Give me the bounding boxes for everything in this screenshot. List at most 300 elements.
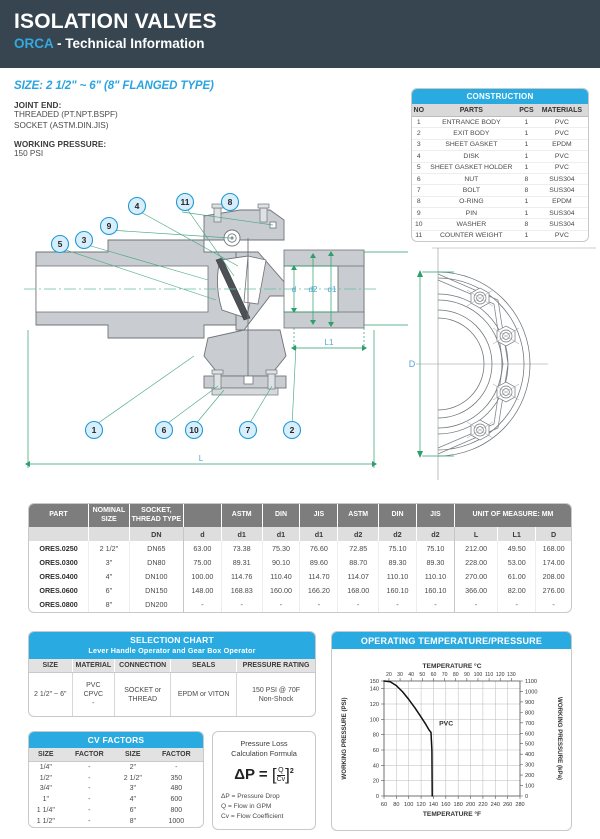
table-cell: DN150 [129,584,183,598]
table-cell: 1 1/4" [36,807,55,815]
table-cell: - [88,807,91,815]
ytick-label-20: 20 [372,778,379,785]
table-cell: 2 1/2" ~ 6" [29,673,72,717]
table-row [29,794,203,805]
selection-col-1: MATERIAL [72,659,115,673]
table-cell: 110.10 [379,569,417,583]
table-cell: - [88,785,91,793]
formula-note-2: Q = Flow in GPM [221,803,272,810]
selection-col-0: SIZE [29,659,72,673]
callout-label-7: 7 [245,425,251,436]
table-cell: 3/4" [39,785,52,793]
table-cell: 600 [170,796,183,804]
table-cell: 110.10 [416,569,454,583]
selection-col-3: SEALS [171,659,237,673]
chart-ylabel: WORKING PRESSURE (PSI) [341,697,348,780]
table-cell: 1 [517,117,536,128]
ytick-right-label-1000: 1000 [525,689,538,696]
xtick-label-220: 220 [478,802,488,808]
dim-col-10: UNIT OF MEASURE: MM [454,504,571,527]
table-cell: 2 1/2" [89,541,130,555]
working-pressure-value: 150 PSI [14,149,44,158]
table-cell: 1/2" [39,774,52,782]
dim-col-1: NOMINAL SIZE [89,504,130,527]
construction-col-1: PARTS [426,104,518,117]
table-cell: 3 [412,139,426,150]
table-cell: 212.00 [454,541,497,555]
dim-sub-8: d2 [379,527,417,541]
dim-label-d2: d2 [308,285,318,294]
table-row [29,541,571,555]
table-cell: 72.85 [338,541,379,555]
table-cell: PVC [554,232,569,240]
subtitle-rest: - Technical Information [53,36,205,51]
xtick-top-label-20: 20 [386,672,392,678]
dim-label-d1: d1 [327,285,337,294]
table-cell: ORES.0800 [29,598,89,612]
table-cell: 148.00 [183,584,221,598]
table-row [412,117,588,128]
dim-col-5: DIN [262,504,300,527]
formula-title-line1: Pressure Loss [240,739,288,748]
callout-label-2: 2 [289,425,295,436]
table-cell: SUS304 [536,208,588,219]
callout-label-9: 9 [106,221,112,232]
xtick-top-label-30: 30 [397,672,403,678]
table-cell: PVC CPVC - [72,673,115,717]
table-cell: BOLT [426,185,518,196]
table-row [412,128,588,139]
dim-sub-1 [89,527,130,541]
valve-end-view [416,248,596,480]
formula-exponent: 2 [289,767,294,775]
page-title: ISOLATION VALVES [14,10,217,33]
table-cell: ORES.0250 [29,541,89,555]
table-cell: COUNTER WEIGHT [440,232,503,240]
dim-label-L: L [198,454,204,463]
table-row [29,805,203,816]
table-cell: EPDM or VITON [171,673,237,717]
chart-xlabel: TEMPERATURE °F [422,811,482,818]
table-cell: SHEET GASKET HOLDER [426,162,518,173]
table-cell: DN200 [129,598,183,612]
dim-col-3 [183,504,221,527]
table-cell: 1 1/2" [36,817,55,825]
ytick-label-140: 140 [369,686,379,693]
table-cell: - [262,598,300,612]
table-cell: 168.00 [542,543,565,553]
dim-col-7: ASTM [338,504,379,527]
table-cell: PVC [536,162,588,173]
table-row [412,151,588,162]
table-cell: ORES.0300 [29,555,89,569]
table-cell: 1" [42,796,49,804]
table-cell: EPDM [536,196,588,207]
cv-col-3: FACTOR [150,748,203,762]
table-row [29,584,571,598]
table-cell: - [88,774,91,782]
table-cell: 4" [89,569,130,583]
formula-fraction [277,767,286,784]
cv-col-0: SIZE [29,748,63,762]
table-cell: PIN [426,208,518,219]
table-cell: 350 [170,774,183,782]
xtick-top-label-110: 110 [484,672,494,678]
selection-chart-subtitle: Lever Handle Operator and Gear Box Operator [88,646,256,655]
table-row [412,139,588,150]
dim-sub-5: d1 [262,527,300,541]
ytick-right-label-0: 0 [525,794,529,800]
operating-chart-title: OPERATING TEMPERATURE/PRESSURE [332,632,571,649]
xtick-top-label-130: 130 [507,672,516,678]
table-cell: 89.30 [379,555,417,569]
table-cell: 480 [170,785,183,793]
table-cell: PVC [536,117,588,128]
operating-chart-panel [331,631,572,831]
ytick-right-label-800: 800 [525,710,535,717]
xtick-label-280: 280 [515,802,525,808]
ytick-right-label-700: 700 [525,720,535,727]
callout-label-6: 6 [161,425,167,436]
xtick-label-140: 140 [428,802,439,808]
dim-col-4: ASTM [221,504,262,527]
table-row [29,784,203,795]
table-cell: 8" [129,817,136,825]
table-cell: DN65 [129,541,183,555]
ytick-right-label-100: 100 [525,783,535,790]
table-cell: 90.10 [262,555,300,569]
chart-xlabel-top: TEMPERATURE °C [422,663,482,670]
xtick-top-label-40: 40 [408,672,415,678]
bracket-open-icon: [ [271,765,277,784]
table-cell: 7 [412,185,426,196]
table-cell: 150 PSI @ 70F Non-Shock [252,686,301,703]
table-cell: 88.70 [338,555,379,569]
table-cell: 2 [412,128,426,139]
xtick-label-200: 200 [465,802,476,808]
xtick-top-label-120: 120 [495,672,505,678]
dim-sub-9: d2 [416,527,454,541]
xtick-top-label-50: 50 [419,672,426,678]
dimension-table-panel [28,503,572,613]
xtick-label-80: 80 [393,802,400,808]
bracket-close-icon: ] [285,765,290,784]
table-cell: 800 [170,807,183,815]
table-cell: WASHER [426,219,518,230]
table-cell: 168.83 [221,584,262,598]
table-cell: 160.10 [416,584,454,598]
brand-name: ORCA [14,36,54,51]
table-cell: 8 [517,185,536,196]
working-pressure-label: WORKING PRESSURE: [14,140,107,149]
table-cell: 1 [524,232,529,240]
formula-denominator: Cv [276,775,286,783]
table-cell: 3" [129,785,136,793]
table-cell: 1 [517,139,536,150]
table-cell: 160.10 [379,584,417,598]
table-cell: 114.76 [221,569,262,583]
cv-col-1: FACTOR [63,748,116,762]
ytick-right-label-400: 400 [525,752,535,759]
callout-label-8: 8 [227,197,233,208]
ytick-label-40: 40 [372,763,379,770]
table-cell: PVC [536,151,588,162]
construction-col-0: NO [412,104,426,117]
table-cell: 6" [129,807,136,815]
table-cell: SUS304 [536,185,588,196]
ytick-right-label-200: 200 [525,773,535,780]
table-cell: 166.20 [300,584,338,598]
formula-lhs: ΔP = [234,765,268,783]
table-cell: 1 [517,162,536,173]
table-cell: EPDM [536,139,588,150]
selection-chart-head [29,632,315,659]
table-cell: 4" [129,796,136,804]
dim-sub-4: d1 [221,527,262,541]
table-cell: PVC [536,128,588,139]
table-cell: - [88,817,91,825]
xtick-label-260: 260 [502,802,513,808]
table-cell: 1000 [168,817,185,825]
page-subtitle [14,35,586,53]
dim-sub-2: DN [129,527,183,541]
table-cell: SUS304 [536,219,588,230]
selection-chart-title: SELECTION CHART [130,635,214,645]
table-cell: 8" [89,598,130,612]
selection-col-4: PRESSURE RATING [237,659,315,673]
callout-label-11: 11 [180,197,190,208]
ytick-label-150: 150 [369,679,379,685]
selection-table [29,659,315,716]
series-annotation-PVC: PVC [439,720,454,728]
table-cell: 1/4" [39,763,52,771]
valve-section-view [24,204,376,395]
operating-chart-svg [332,649,571,830]
table-cell: 75.00 [183,555,221,569]
xtick-top-label-90: 90 [463,672,470,678]
formula-numerator: Q [278,766,284,774]
chart-frame [384,681,520,796]
formula-note-3: Cv = Flow Coefficient [221,813,284,820]
dim-label-d: d [291,285,297,294]
table-cell: 3" [89,555,130,569]
xtick-label-60: 60 [380,802,388,808]
cv-col-2: SIZE [116,748,150,762]
construction-col-2: PCS [517,104,536,117]
table-cell: 208.00 [542,571,565,581]
table-cell: 1 [412,117,426,128]
table-cell: 1 [517,196,536,207]
table-cell: - [454,598,497,612]
table-cell: 10 [412,219,426,230]
cv-factors-table [29,748,203,827]
callout-label-1: 1 [91,425,97,436]
table-cell: 73.38 [221,541,262,555]
callout-label-3: 3 [81,235,87,246]
page-header [0,0,600,68]
cv-header-row [29,748,203,762]
formula-title-line2: Calculation Formula [231,748,297,758]
construction-header-row [412,104,588,117]
table-cell: 11 [415,232,423,240]
table-cell: 228.00 [454,555,497,569]
table-cell: DN100 [129,569,183,583]
working-pressure-group [14,140,254,160]
construction-col-3: MATERIALS [536,104,588,117]
table-cell: 2 1/2" [123,774,142,782]
dim-label-D: D [408,359,416,369]
table-cell: SHEET GASKET [426,139,518,150]
xtick-label-240: 240 [490,802,500,808]
table-cell: 2" [129,763,136,771]
ytick-right-label-500: 500 [525,741,535,748]
table-cell: EXIT BODY [426,128,518,139]
table-cell: ORES.0400 [29,569,89,583]
table-cell: 89.31 [221,555,262,569]
table-cell: 89.30 [416,555,454,569]
callout-label-5: 5 [57,239,63,250]
table-row [29,598,571,612]
dim-sub-12: D [536,527,571,541]
formula-note-1: ΔP = Pressure Drop [221,793,280,800]
table-cell: 276.00 [542,586,565,596]
table-cell: 9 [412,208,426,219]
table-cell: 63.00 [183,541,221,555]
ytick-label-0: 0 [375,794,379,800]
table-cell: SUS304 [536,173,588,184]
table-cell: O-RING [426,196,518,207]
dim-col-0: PART [29,504,89,527]
ytick-right-label-600: 600 [525,731,535,738]
joint-end-line2: SOCKET (ASTM.DIN.JIS) [14,120,109,130]
pressure-loss-formula-panel [212,731,316,830]
table-cell: 53.00 [498,555,536,569]
table-cell: NUT [426,173,518,184]
chart-ylabel-right: WORKING PRESSURE (kPa) [556,696,563,781]
table-cell: 8 [517,219,536,230]
callout-label-4: 4 [134,201,140,212]
intro-block [14,80,254,160]
ytick-label-120: 120 [369,702,379,708]
table-cell: 82.00 [498,584,536,598]
table-cell: ORES.0600 [29,584,89,598]
table-cell: 168.00 [338,584,379,598]
ytick-label-80: 80 [372,732,379,739]
dimension-table [29,504,571,612]
dim-sub-10: L [454,527,497,541]
dim-col-6: JIS [300,504,338,527]
table-cell: 114.70 [300,569,338,583]
table-cell: 270.00 [454,569,497,583]
dimension-header-row [29,504,571,527]
table-cell: 1 [517,208,536,219]
xtick-label-160: 160 [441,802,451,808]
table-cell: 75.10 [379,541,417,555]
table-cell: SOCKET or THREAD [115,673,171,717]
table-cell: DISK [426,151,518,162]
dim-sub-11: L1 [498,527,536,541]
table-cell: 160.00 [262,584,300,598]
table-cell: 6 [412,173,426,184]
table-row [412,162,588,173]
dim-label-L1: L1 [324,338,334,347]
table-cell: 110.40 [262,569,300,583]
table-cell: 75.30 [262,541,300,555]
cv-factors-title: CV FACTORS [29,732,203,748]
ytick-label-60: 60 [372,748,379,754]
formula-equation [219,765,309,785]
joint-end-label: JOINT END: [14,101,62,110]
dim-sub-0 [29,527,89,541]
selection-header-row [29,659,315,673]
callout-label-10: 10 [189,425,199,436]
table-row [29,555,571,569]
table-cell: 1 [517,128,536,139]
table-cell: ENTRANCE BODY [426,117,518,128]
table-cell: - [552,600,555,610]
table-cell: 49.50 [498,541,536,555]
table-cell: 114.07 [338,569,379,583]
table-cell: - [416,598,454,612]
ytick-right-label-900: 900 [525,699,535,706]
table-cell: 75.10 [416,541,454,555]
table-cell: - [183,598,221,612]
construction-title: CONSTRUCTION [412,89,588,104]
table-cell: 8 [412,196,426,207]
table-cell: 6" [89,584,130,598]
table-row [29,673,315,717]
technical-drawing [8,180,598,500]
table-cell: 61.00 [498,569,536,583]
joint-end-line1: THREADED (PT.NPT.BSPF) [14,110,118,119]
dim-sub-3: d [183,527,221,541]
table-cell: - [221,598,262,612]
table-cell: 100.00 [183,569,221,583]
dim-col-8: DIN [379,504,417,527]
xtick-label-120: 120 [416,802,426,808]
table-cell: 8 [517,173,536,184]
table-cell: 89.60 [300,555,338,569]
size-line: SIZE: 2 1/2" ~ 6" (8" FLANGED TYPE) [14,80,214,92]
xtick-top-label-60: 60 [430,672,437,678]
table-cell: 174.00 [542,557,565,567]
ytick-right-label-300: 300 [525,762,535,769]
ytick-right-label-1100: 1100 [525,679,538,685]
table-cell: - [379,598,417,612]
drawing-svg [8,180,598,500]
table-cell: - [498,598,536,612]
series-line-PVC [384,681,432,796]
table-cell: 5 [412,162,426,173]
xtick-top-label-70: 70 [441,672,448,678]
table-row [29,569,571,583]
table-row [29,773,203,784]
table-row [29,816,203,827]
xtick-label-100: 100 [404,802,414,808]
table-cell: DN80 [129,555,183,569]
ytick-label-100: 100 [369,717,379,724]
table-cell: - [300,598,338,612]
joint-end-group [14,101,254,131]
xtick-top-label-80: 80 [452,672,459,678]
dim-col-2: SOCKET, THREAD TYPE [129,504,183,527]
dim-col-9: JIS [416,504,454,527]
table-cell: 76.60 [300,541,338,555]
dimension-subheader-row [29,527,571,541]
table-cell: 366.00 [454,584,497,598]
table-cell: - [88,796,91,804]
table-cell: - [88,763,91,771]
